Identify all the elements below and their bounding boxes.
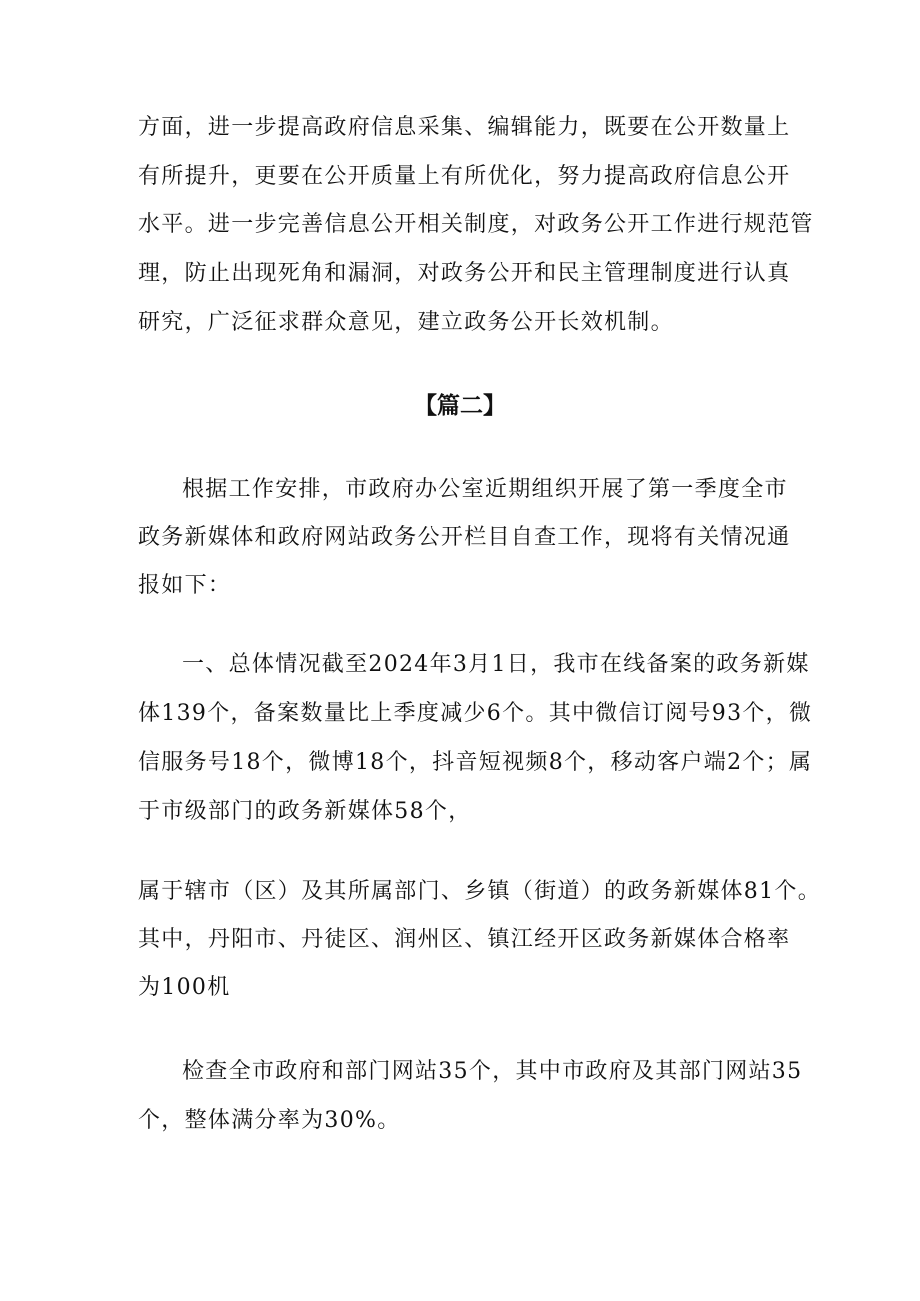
para4-line-1: 属于辖市（区）及其所属部门、乡镇（街道）的政务新媒体81个。 — [138, 879, 821, 904]
para4-line-3: 为100机 — [138, 975, 231, 1000]
para3-line-4: 于市级部门的政务新媒体58个， — [138, 799, 472, 824]
para1-line-3: 水平。进一步完善信息公开相关制度，对政务公开工作进行规范管 — [138, 212, 814, 237]
para3-line-1: 一、总体情况截至2024年3月1日，我市在线备案的政务新媒 — [182, 652, 810, 677]
para5-line-1: 检查全市政府和部门网站35个，其中市政府及其部门网站35 — [182, 1059, 803, 1084]
para3-line-3: 信服务号18个，微博18个，抖音短视频8个，移动客户端2个；属 — [138, 750, 813, 775]
para2-line-2: 政务新媒体和政府网站政务公开栏目自查工作，现将有关情况通 — [138, 525, 791, 550]
para1-line-5: 研究，广泛征求群众意见，建立政务公开长效机制。 — [138, 310, 674, 335]
section-heading: 【篇二】 — [414, 392, 506, 419]
para2-line-1: 根据工作安排，市政府办公室近期组织开展了第一季度全市 — [182, 477, 788, 502]
para1-line-2: 有所提升，更要在公开质量上有所优化，努力提高政府信息公开 — [138, 164, 791, 189]
para2-line-3: 报如下： — [138, 573, 232, 598]
para5-line-2: 个，整体满分率为30%。 — [138, 1108, 401, 1133]
para4-line-2: 其中，丹阳市、丹徒区、润州区、镇江经开区政务新媒体合格率 — [138, 927, 791, 952]
para1-line-1: 方面，进一步提高政府信息采集、编辑能力，既要在公开数量上 — [138, 115, 791, 140]
para3-line-2: 体139个，备案数量比上季度减少6个。其中微信订阅号93个，微 — [138, 701, 813, 726]
para1-line-4: 理，防止出现死角和漏洞，对政务公开和民主管理制度进行认真 — [138, 261, 791, 286]
